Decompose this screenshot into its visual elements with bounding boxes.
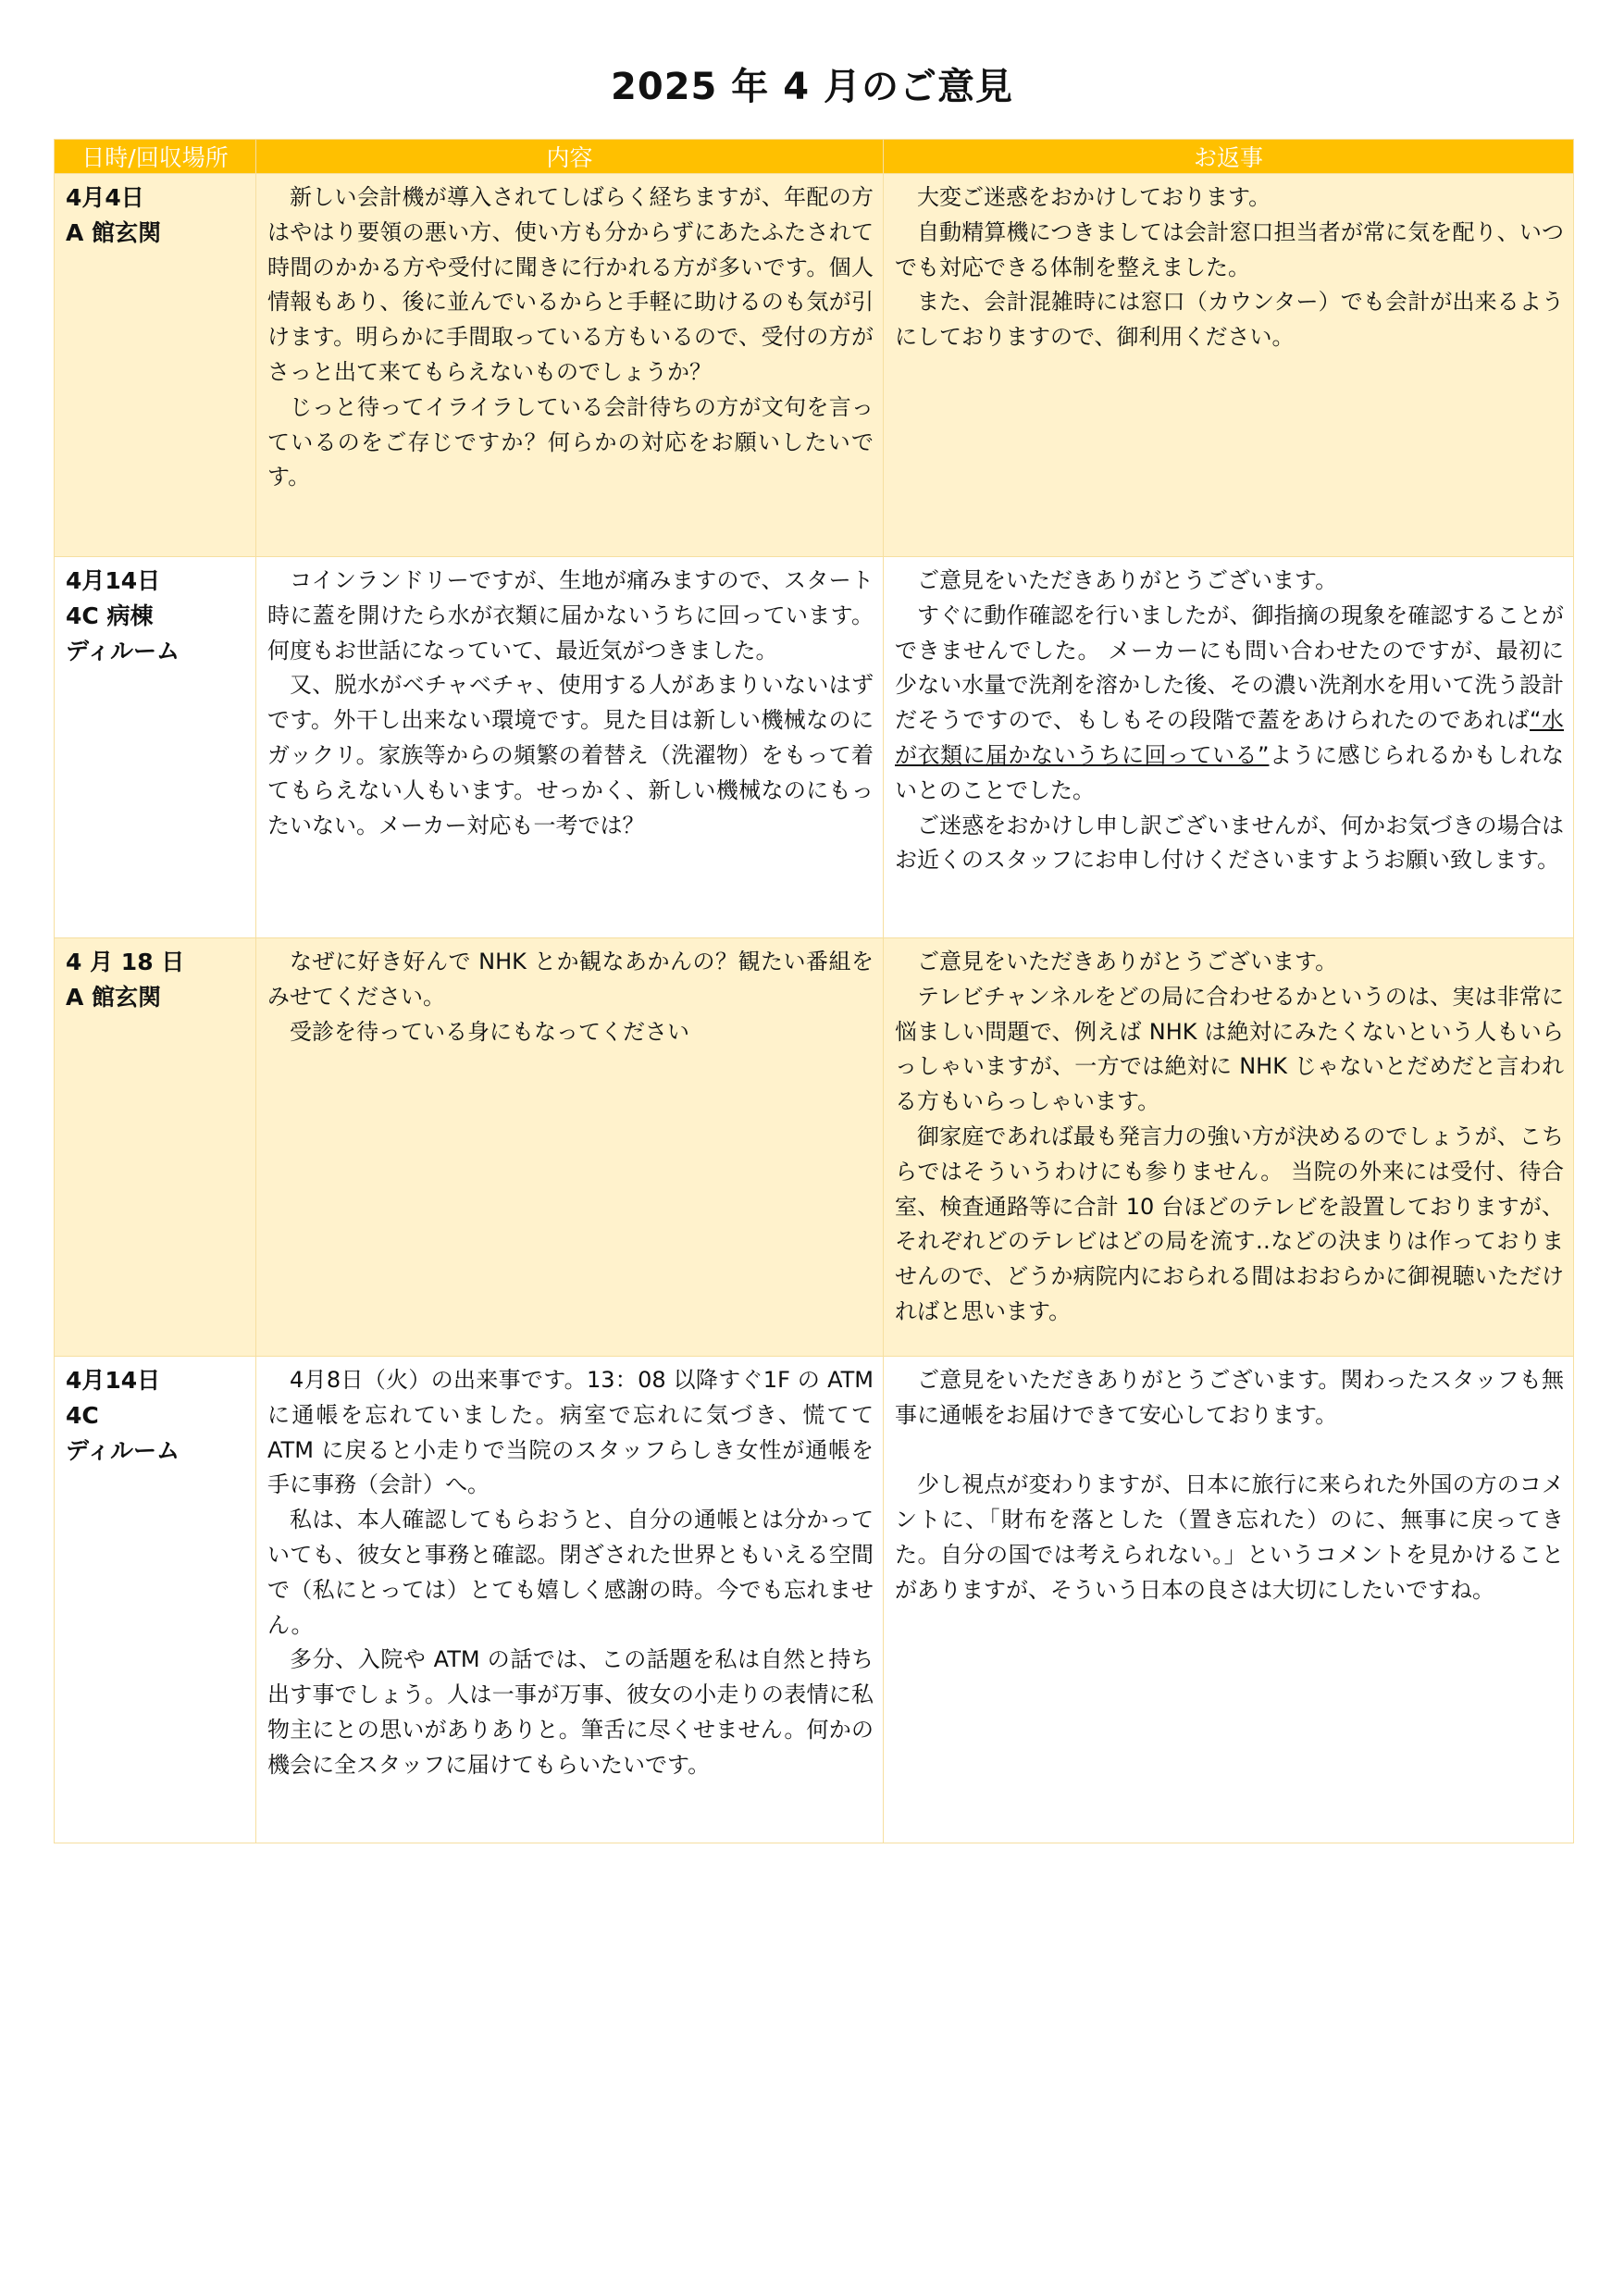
date-label: 4 月 18 日 (66, 949, 185, 975)
date-location-cell (55, 557, 256, 938)
reply-paragraph: ご意見をいただきありがとうございます。 (917, 949, 1338, 974)
date-label: 4月14日 (66, 1367, 161, 1394)
date-label: 4月4日 (66, 184, 144, 211)
reply-paragraph: 自動精算機につきましては会計窓口担当者が常に気を配り、いつでも対応できる体制を整えました。 (895, 218, 1564, 280)
reply-paragraph: ご迷惑をおかけし申し訳ございませんが、何かお気づきの場合はお近くのスタッフにお申し付けくださいますようお願い致します。 (895, 812, 1564, 874)
table-row (55, 1357, 1574, 1843)
header-content: 内容 (256, 140, 884, 174)
location-label: 4C (66, 1401, 99, 1429)
header-reply: お返事 (884, 140, 1574, 174)
location-label: A 館玄関 (66, 983, 162, 1011)
content-cell (256, 1357, 884, 1843)
content-cell (256, 938, 884, 1357)
date-location-cell (55, 174, 256, 557)
reply-cell (884, 938, 1574, 1357)
content-paragraph: 新しい会計機が導入されてしばらく経ちますが、年配の方はやはり要領の悪い方、使い方も分からずにあたふたされて時間のかかる方や受付に聞きに行かれる方が多いです。個人情報もあり、後に並んでいるからと手軽に助けるのも気が引けます。明らかに手間取っている方もいるので、受付の方がさっと出て来てもらえないものでしょうか？ (267, 184, 874, 385)
table-row (55, 174, 1574, 557)
reply-paragraph (895, 599, 1564, 809)
content-cell (256, 557, 884, 938)
content-paragraph: 受診を待っている身にもなってください (290, 1018, 689, 1045)
location-label: 4C 病棟 (66, 602, 154, 629)
table-header-row (55, 140, 1574, 174)
location-label: ディルーム (66, 637, 180, 664)
content-cell (256, 174, 884, 557)
reply-paragraph: 大変ご迷惑をおかけしております。 (917, 184, 1271, 210)
reply-cell (884, 174, 1574, 557)
reply-text: すぐに動作確認を行いましたが、御指摘の現象を確認することができませんでした。 メーカーにも問い合わせたのですが、最初に少ない水量で洗剤を溶かした後、その濃い洗剤水を用いて洗う設計だそうですので、もしもその段階で蓋をあけられたのであれば (895, 602, 1564, 734)
content-paragraph: 多分、入院や ATM の話では、この話題を私は自然と持ち出す事でしょう。人は一事が万事、彼女の小走りの表情に私物主にとの思いがありありと。筆舌に尽くせません。何かの機会に全スタッフに届けてもらいたいです。 (267, 1646, 874, 1778)
reply-paragraph: また、会計混雑時には窓口（カウンター）でも会計が出来るようにしておりますので、御利用ください。 (895, 289, 1564, 351)
header-date-location: 日時/回収場所 (55, 140, 256, 174)
reply-cell (884, 1357, 1574, 1843)
content-paragraph: 4月8日（火）の出来事です。13：08 以降すぐ1F の ATM に通帳を忘れていました。病室で忘れに気づき、慌てて ATM に戻ると小走りで当院のスタッフらしき女性が通帳を手に事務（会計）へ。 (267, 1367, 874, 1498)
reply-paragraph: 御家庭であれば最も発言力の強い方が決めるのでしょうが、こちらではそういうわけにも参りません。 当院の外来には受付、待合室、検査通路等に合計 10 台ほどのテレビを設置しておりますが、それぞれどのテレビはどの局を流す‥などの決まりは作っておりませんので、どうか病院内におられる間はおおらかに御視聴いただければと思います。 (895, 1123, 1564, 1324)
date-label: 4月14日 (66, 567, 161, 594)
date-location-cell (55, 938, 256, 1357)
reply-text: ように感じられるかもしれないとのことでした。 (895, 741, 1564, 803)
content-paragraph: なぜに好き好んで NHK とか観なあかんの？観たい番組をみせてください。 (267, 949, 874, 1010)
reply-paragraph: テレビチャンネルをどの局に合わせるかというのは、実は非常に悩ましい問題で、例えば NHK は絶対にみたくないという人もいらっしゃいますが、一方では絶対に NHK じゃないとだめだと言われる方もいらっしゃいます。 (895, 983, 1564, 1115)
reply-paragraph: 少し視点が変わりますが、日本に旅行に来られた外国の方のコメントに、「財布を落とした（置き忘れた）のに、無事に戻ってきた。自分の国では考えられない。」というコメントを見かけることがありますが、そういう日本の良さは大切にしたいですね。 (895, 1471, 1564, 1603)
content-paragraph: 又、脱水がベチャベチャ、使用する人があまりいないはずです。外干し出来ない環境です。見た目は新しい機械なのにガックリ。家族等からの頻繁の着替え（洗濯物）をもって着てもらえない人もいます。せっかく、新しい機械なのにもったいない。メーカー対応も一考では？ (267, 672, 874, 838)
reply-paragraph: ご意見をいただきありがとうございます。関わったスタッフも無事に通帳をお届けできて安心しております。 (895, 1367, 1564, 1428)
location-label: A 館玄関 (66, 218, 162, 246)
opinions-table (54, 139, 1574, 1843)
blank-line (895, 1433, 1564, 1469)
table-row (55, 557, 1574, 938)
content-paragraph: 私は、本人確認してもらおうと、自分の通帳とは分かっていても、彼女と事務と確認。閉ざされた世界ともいえる空間で（私にとっては）とても嬉しく感謝の時。今でも忘れません。 (267, 1507, 874, 1638)
reply-paragraph: ご意見をいただきありがとうございます。 (917, 567, 1338, 593)
underlined-quote: “水が衣類に届かないうちに回っている” (895, 707, 1564, 768)
content-paragraph: コインランドリーですが、生地が痛みますので、スタート時に蓋を開けたら水が衣類に届かないうちに回っています。何度もお世話になっていて、最近気がつきました。 (267, 567, 874, 664)
reply-cell (884, 557, 1574, 938)
date-location-cell (55, 1357, 256, 1843)
table-row (55, 938, 1574, 1357)
location-label: ディルーム (66, 1436, 180, 1464)
content-paragraph: じっと待ってイライラしている会計待ちの方が文句を言っているのをご存じですか？何らかの対応をお願いしたいです。 (267, 393, 874, 490)
page-title: 2025 年 4 月のご意見 (611, 66, 1013, 108)
